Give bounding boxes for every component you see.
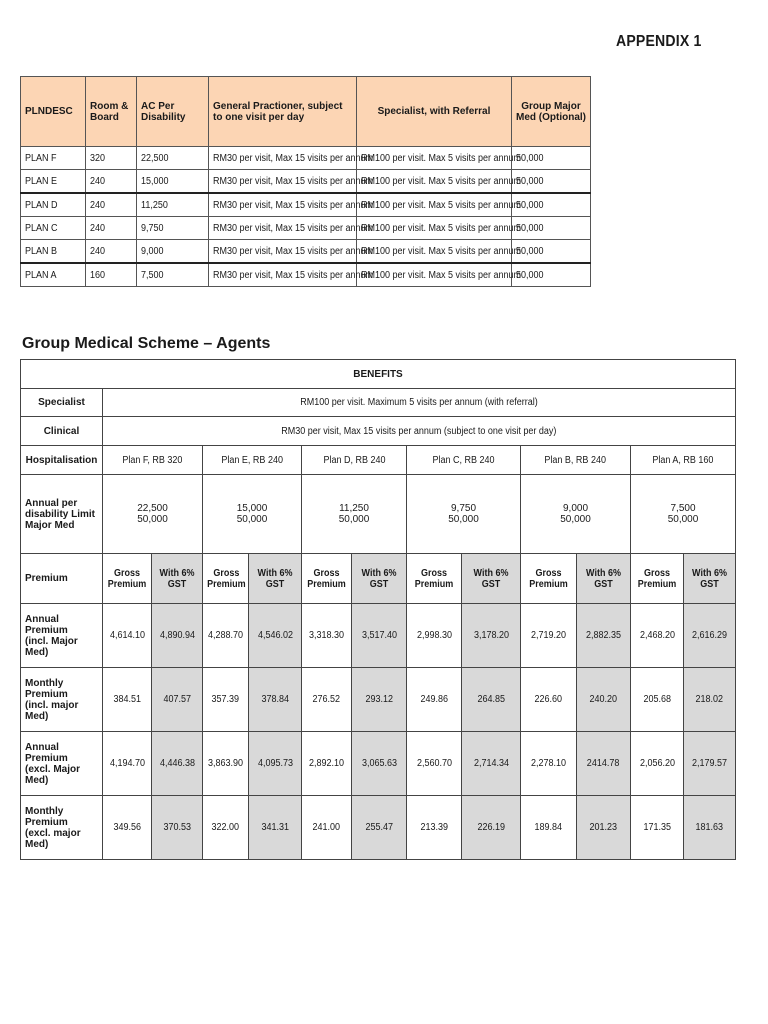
premium-value: 218.02: [695, 694, 724, 705]
gst-premium-header: [577, 554, 631, 604]
premium-value: 2,278.10: [530, 758, 567, 769]
premium-header-text: Gross Premium: [107, 567, 147, 590]
premium-header-text: Gross Premium: [529, 567, 568, 590]
plan-cell: [357, 240, 522, 264]
premium-value-cell: [577, 796, 631, 860]
premium-value-cell: [684, 732, 736, 796]
plan-row: [21, 147, 591, 170]
premium-value-cell: [302, 604, 352, 668]
premium-header-text: With 6% GST: [473, 567, 509, 590]
premium-value: 249.86: [420, 694, 448, 705]
premium-label: Premium: [21, 554, 103, 604]
plan-cell: [137, 240, 209, 264]
plan-cell-text: RM30 per visit, Max 15 visits per annum: [213, 199, 374, 211]
premium-value-cell: [631, 604, 684, 668]
row-label-line: (excl. major Med): [25, 827, 81, 850]
plan-cell: [137, 170, 209, 194]
premium-value: 384.51: [113, 694, 141, 705]
plan-cell: [86, 193, 137, 217]
plan-cell-text: PLAN A: [25, 269, 57, 281]
clinical-value-text: RM30 per visit, Max 15 visits per annum (subject to one visit per day): [281, 425, 557, 437]
gst-premium-header: [462, 554, 521, 604]
plan-cell-text: RM30 per visit, Max 15 visits per annum: [213, 175, 374, 187]
row-label-line: disability Limit: [25, 508, 96, 520]
plan-cell: [209, 193, 374, 217]
premium-header-text: With 6% GST: [159, 567, 195, 590]
premium-value-cell: [462, 604, 521, 668]
plan-cell: [209, 240, 374, 264]
row-label-line: Annual per: [25, 497, 78, 509]
premium-value: 293.12: [365, 694, 393, 705]
plan-column-header-text: Plan A, RB 160: [652, 454, 714, 466]
plan-cell-text: RM100 per visit. Max 5 visits per annum: [361, 269, 522, 281]
gross-premium-header: [407, 554, 462, 604]
premium-value: 2,714.34: [473, 758, 509, 769]
plan-cell-text: 240: [90, 245, 106, 257]
gst-premium-header: [152, 554, 203, 604]
premium-value-cell: [152, 668, 203, 732]
premium-value-cell: [407, 604, 462, 668]
gross-premium-header: [103, 554, 152, 604]
plan-cell: [21, 217, 86, 240]
plan-cell: [137, 263, 209, 287]
premium-value-cell: [249, 604, 302, 668]
premium-value-cell: [407, 668, 462, 732]
plan-cell: [357, 147, 522, 170]
premium-value: 4,546.02: [257, 630, 293, 641]
plan-cell: [86, 147, 137, 170]
hospitalisation-row: [21, 446, 736, 475]
premium-value: 2,882.35: [585, 630, 622, 641]
premium-value-cell: [631, 668, 684, 732]
premium-value: 255.47: [365, 822, 393, 833]
plan-cell-text: RM30 per visit, Max 15 visits per annum: [213, 222, 374, 234]
plan-cell-text: 9,750: [141, 222, 164, 234]
premium-value: 2,560.70: [416, 758, 452, 769]
premium-value: 264.85: [477, 694, 505, 705]
premium-row: [21, 796, 736, 860]
premium-value-cell: [631, 796, 684, 860]
premium-header-text: Gross Premium: [207, 567, 246, 590]
premium-value-cell: [352, 732, 407, 796]
plan-cell-text: PLAN C: [25, 222, 58, 234]
plan-row: [21, 240, 591, 264]
premium-value: 407.57: [163, 694, 191, 705]
row-label: [21, 668, 103, 732]
premium-value: 3,517.40: [361, 630, 397, 641]
annual-limit-value: 50,000: [137, 514, 168, 525]
plan-cell-text: RM30 per visit, Max 15 visits per annum: [213, 269, 374, 281]
plan-cell: [21, 147, 86, 170]
premium-value: 4,614.10: [109, 630, 145, 641]
plan-cell: [86, 170, 137, 194]
plan-cell-text: PLAN B: [25, 245, 58, 257]
premium-value-cell: [521, 796, 577, 860]
plan-column-header: [203, 446, 302, 475]
premium-value: 189.84: [534, 822, 563, 833]
premium-value-cell: [203, 796, 249, 860]
premium-header-text: With 6% GST: [692, 567, 727, 590]
plan-cell: [137, 147, 209, 170]
premium-value-cell: [521, 668, 577, 732]
plan-header-cell: AC Per Disability: [137, 77, 209, 147]
annual-limit-cell: [302, 475, 407, 554]
annual-limit-cell: [103, 475, 203, 554]
plan-cell: [512, 170, 591, 194]
premium-value-cell: [103, 668, 152, 732]
premium-value: 341.31: [261, 822, 289, 833]
annual-limit-value: 11,250: [339, 503, 369, 514]
premium-value: 349.56: [113, 822, 141, 833]
gross-premium-header: [302, 554, 352, 604]
annual-limit-cell: [521, 475, 631, 554]
row-label: [21, 475, 103, 554]
plan-header-cell: Specialist, with Referral: [357, 77, 512, 147]
plan-cell: [512, 147, 591, 170]
plan-cell-text: 50,000: [516, 222, 544, 234]
premium-value-cell: [352, 668, 407, 732]
clinical-value: [103, 417, 736, 446]
premium-value: 357.39: [211, 694, 240, 705]
plan-cell: [357, 217, 522, 240]
plan-cell-text: RM100 per visit. Max 5 visits per annum: [361, 245, 522, 257]
premium-header-text: Gross Premium: [637, 567, 677, 590]
plan-column-header-text: Plan E, RB 240: [221, 454, 283, 466]
plan-header-row: [21, 77, 591, 147]
premium-value: 2414.78: [587, 758, 620, 769]
plan-cell-text: 50,000: [516, 175, 544, 187]
specialist-value-text: RM100 per visit. Maximum 5 visits per annum (with referral): [300, 397, 538, 408]
plan-cell: [86, 263, 137, 287]
premium-value-cell: [631, 732, 684, 796]
premium-value-cell: [103, 604, 152, 668]
plan-cell-text: 50,000: [516, 269, 544, 281]
plan-column-header: [521, 446, 631, 475]
premium-value: 2,892.10: [308, 758, 345, 769]
premium-value-cell: [103, 732, 152, 796]
row-label: [21, 732, 103, 796]
row-label-line: Major Med: [25, 519, 75, 531]
premium-value-cell: [302, 732, 352, 796]
plan-cell: [512, 193, 591, 217]
premium-value-cell: [684, 796, 736, 860]
plan-cell-text: 240: [90, 175, 106, 187]
premium-value: 4,288.70: [207, 630, 244, 641]
annual-limit-row: [21, 475, 736, 554]
plan-cell-text: RM100 per visit. Max 5 visits per annum: [361, 199, 522, 211]
plan-cell-text: PLAN E: [25, 175, 58, 187]
plan-row: [21, 170, 591, 194]
premium-value-cell: [302, 796, 352, 860]
plan-column-header-text: Plan B, RB 240: [544, 454, 607, 466]
premium-value-cell: [152, 604, 203, 668]
plan-cell-text: 15,000: [141, 175, 169, 187]
premium-value: 276.52: [312, 694, 341, 705]
annual-limit-value: 22,500: [137, 503, 168, 514]
row-label-line: (incl. Major Med): [25, 635, 78, 658]
row-label-line: (excl. Major Med): [25, 763, 81, 786]
premium-value-cell: [302, 668, 352, 732]
premium-value-cell: [684, 668, 736, 732]
premium-value: 181.63: [695, 822, 724, 833]
plan-cell: [21, 263, 86, 287]
plan-column-header: [631, 446, 736, 475]
plan-cell-text: 50,000: [516, 199, 544, 211]
premium-value-cell: [103, 796, 152, 860]
plan-cell: [357, 193, 522, 217]
agents-table: [20, 359, 736, 860]
plan-cell-text: 22,500: [141, 152, 169, 164]
premium-value: 3,178.20: [473, 630, 509, 641]
plan-cell-text: RM30 per visit, Max 15 visits per annum: [213, 152, 374, 164]
premium-value-cell: [352, 604, 407, 668]
premium-value-cell: [521, 604, 577, 668]
row-label: [21, 796, 103, 860]
plan-cell-text: 9,000: [141, 245, 164, 257]
hospitalisation-label: Hospitalisation: [21, 446, 103, 475]
plan-cell: [21, 193, 86, 217]
premium-header-text: With 6% GST: [361, 567, 397, 590]
plan-cell-text: 50,000: [516, 245, 544, 257]
plan-cell: [357, 263, 522, 287]
specialist-label: Specialist: [21, 389, 103, 417]
premium-value: 213.39: [420, 822, 448, 833]
plan-cell: [21, 170, 86, 194]
premium-value: 240.20: [589, 694, 618, 705]
premium-value-cell: [462, 796, 521, 860]
gross-premium-header: [631, 554, 684, 604]
gst-premium-header: [249, 554, 302, 604]
premium-header-text: Gross Premium: [307, 567, 346, 590]
annual-limit-value: 50,000: [560, 514, 591, 525]
plan-header-cell: General Practioner, subject to one visit per day: [209, 77, 357, 147]
plan-column-header: [103, 446, 203, 475]
premium-value-cell: [203, 732, 249, 796]
plan-cell-text: 240: [90, 199, 106, 211]
premium-value: 2,719.20: [530, 630, 567, 641]
premium-value-cell: [577, 732, 631, 796]
premium-value: 241.00: [312, 822, 341, 833]
plan-cell-text: RM100 per visit. Max 5 visits per annum: [361, 152, 522, 164]
row-label-line: Annual Premium: [25, 613, 68, 636]
premium-value: 4,890.94: [159, 630, 195, 641]
premium-value: 4,446.38: [159, 758, 195, 769]
row-label-line: Monthly Premium: [25, 677, 68, 700]
premium-value: 2,998.30: [416, 630, 452, 641]
premium-value-cell: [577, 668, 631, 732]
premium-value: 4,095.73: [257, 758, 293, 769]
plan-cell: [209, 217, 374, 240]
premium-header-text: With 6% GST: [257, 567, 293, 590]
premium-value-cell: [684, 604, 736, 668]
gross-premium-header: [521, 554, 577, 604]
plan-cell-text: 7,500: [141, 269, 164, 281]
premium-value: 3,863.90: [207, 758, 244, 769]
plan-cell: [209, 263, 374, 287]
premium-row: [21, 668, 736, 732]
specialist-value: [103, 389, 736, 417]
plan-column-header: [407, 446, 521, 475]
annual-limit-cell: [631, 475, 736, 554]
plan-column-header-text: Plan C, RB 240: [432, 454, 495, 466]
plan-column-header: [302, 446, 407, 475]
annual-limit-value: 7,500: [670, 503, 696, 514]
premium-value-cell: [577, 604, 631, 668]
plan-cell-text: 240: [90, 222, 106, 234]
row-label-line: Monthly Premium: [25, 805, 68, 828]
plan-cell-text: RM100 per visit. Max 5 visits per annum: [361, 175, 522, 187]
row-label: [21, 604, 103, 668]
premium-value-cell: [521, 732, 577, 796]
plan-cell-text: 50,000: [516, 152, 544, 164]
annual-limit-cell: [407, 475, 521, 554]
benefits-header-row: [21, 360, 736, 389]
plan-cell: [512, 263, 591, 287]
plan-cell: [209, 147, 374, 170]
premium-value: 205.68: [643, 694, 671, 705]
section-title: Group Medical Scheme – Agents: [22, 335, 271, 352]
annual-limit-value: 9,000: [562, 503, 589, 514]
appendix-label: APPENDIX 1: [616, 33, 702, 50]
premium-value: 2,616.29: [691, 630, 728, 641]
plan-cell: [209, 170, 374, 194]
benefits-header: BENEFITS: [21, 360, 736, 389]
premium-value-cell: [462, 732, 521, 796]
premium-value-cell: [462, 668, 521, 732]
annual-limit-value: 50,000: [236, 514, 268, 525]
premium-value: 4,194.70: [109, 758, 145, 769]
gst-premium-header: [684, 554, 736, 604]
gst-premium-header: [352, 554, 407, 604]
premium-header-text: Gross Premium: [414, 567, 454, 590]
clinical-row: [21, 417, 736, 446]
premium-value: 226.19: [477, 822, 505, 833]
plan-cell: [512, 240, 591, 264]
plan-header-cell: Group Major Med (Optional): [512, 77, 591, 147]
premium-row: [21, 604, 736, 668]
premium-value-cell: [249, 732, 302, 796]
row-label-line: Annual Premium: [25, 741, 68, 764]
row-label-line: (incl. major Med): [25, 699, 79, 722]
premium-header-row: [21, 554, 736, 604]
plan-cell: [137, 217, 209, 240]
clinical-label: Clinical: [21, 417, 103, 446]
plan-cell-text: PLAN F: [25, 152, 57, 164]
plan-cell: [137, 193, 209, 217]
plan-cell-text: 11,250: [141, 199, 168, 211]
premium-value: 2,468.20: [639, 630, 675, 641]
annual-limit-value: 50,000: [448, 514, 479, 525]
plan-cell: [357, 170, 522, 194]
plan-cell-text: 320: [90, 152, 106, 164]
plan-cell-text: 160: [90, 269, 106, 281]
plan-row: [21, 193, 591, 217]
premium-value-cell: [249, 668, 302, 732]
plan-table: [20, 76, 591, 287]
premium-value-cell: [352, 796, 407, 860]
premium-value: 3,065.63: [361, 758, 397, 769]
plan-cell: [86, 240, 137, 264]
annual-limit-value: 9,750: [450, 503, 477, 514]
plan-cell: [512, 217, 591, 240]
plan-cell: [21, 240, 86, 264]
plan-cell: [86, 217, 137, 240]
premium-value: 378.84: [261, 694, 289, 705]
gross-premium-header: [203, 554, 249, 604]
premium-value: 171.35: [643, 822, 671, 833]
annual-limit-value: 15,000: [236, 503, 268, 514]
premium-value-cell: [203, 604, 249, 668]
premium-value-cell: [407, 732, 462, 796]
plan-row: [21, 217, 591, 240]
premium-value-cell: [407, 796, 462, 860]
premium-value-cell: [152, 732, 203, 796]
specialist-row: [21, 389, 736, 417]
plan-cell-text: PLAN D: [25, 199, 58, 211]
premium-header-text: With 6% GST: [586, 567, 621, 590]
premium-value: 2,056.20: [639, 758, 675, 769]
plan-header-cell: PLNDESC: [21, 77, 86, 147]
premium-value-cell: [249, 796, 302, 860]
annual-limit-value: 50,000: [667, 514, 699, 525]
plan-cell-text: RM30 per visit, Max 15 visits per annum: [213, 245, 374, 257]
premium-value: 370.53: [163, 822, 191, 833]
premium-value: 201.23: [589, 822, 618, 833]
plan-column-header-text: Plan D, RB 240: [322, 454, 386, 466]
plan-row: [21, 263, 591, 287]
plan-cell-text: RM100 per visit. Max 5 visits per annum: [361, 222, 522, 234]
plan-header-cell: Room & Board: [86, 77, 137, 147]
premium-value-cell: [203, 668, 249, 732]
plan-column-header-text: Plan F, RB 320: [122, 454, 183, 466]
premium-value: 3,318.30: [308, 630, 345, 641]
annual-limit-cell: [203, 475, 302, 554]
premium-value: 2,179.57: [691, 758, 728, 769]
premium-value: 322.00: [211, 822, 240, 833]
annual-limit-value: 50,000: [338, 514, 370, 525]
premium-value-cell: [152, 796, 203, 860]
premium-value: 226.60: [534, 694, 563, 705]
premium-row: [21, 732, 736, 796]
